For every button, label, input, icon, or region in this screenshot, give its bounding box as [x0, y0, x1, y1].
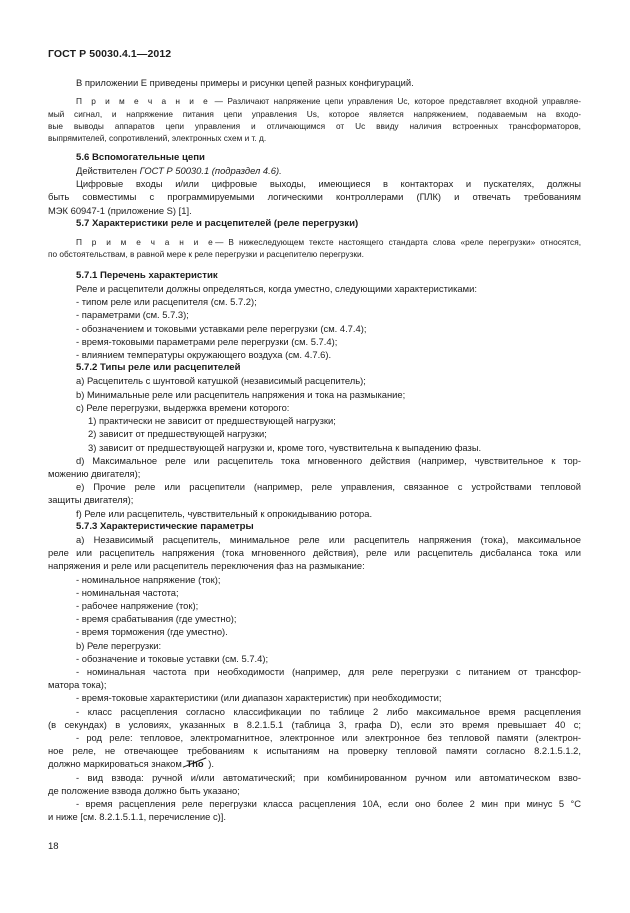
list-item: - рабочее напряжение (ток);	[76, 599, 199, 611]
note-line: по обстоятельствам, в равной мере к реле перегрузки и расцепителю перегрузки.	[48, 249, 364, 260]
list-item: a) Расцепитель с шунтовой катушкой (независимый расцепитель);	[76, 375, 366, 387]
list-item-continuation: можению двигателя);	[48, 467, 141, 479]
section-5-6-reference: Действителен ГОСТ Р 50030.1 (подраздел 4.6).	[76, 165, 282, 177]
list-item: - обозначением и токовыми уставками реле перегрузки (см. 4.7.4);	[76, 322, 367, 334]
paragraph-line: Цифровые входы и/или цифровые выходы, имеющиеся в контакторах и пускателях, должны	[76, 178, 581, 190]
list-item: - влиянием температуры окружающего воздуха (см. 4.7.6).	[76, 349, 332, 361]
note-line: П р и м е ч а н и е — Различают напряжение цепи управления Uc, которое представляет входной управляе-	[76, 96, 581, 107]
intro-paragraph: В приложении Е приведены примеры и рисунки цепей разных конфигураций.	[76, 77, 414, 88]
paragraph-line: a) Независимый расцепитель, минимальное реле или расцепитель напряжения (тока), максимальное	[76, 533, 581, 545]
standard-reference: ГОСТ Р 50030.1 (подраздел 4.6).	[139, 165, 282, 177]
list-item-continuation: ное реле, не отвечающее требованиям к испытаниям на проверку тепловой памяти согласно 8.2.1.5.1.2,	[48, 745, 581, 757]
list-item: - время-токовыми параметрами реле перегрузки (см. 5.7.4);	[76, 335, 338, 347]
list-item: e) Прочие реле или расцепители (например, реле управления, связанное с устройствами тепловой	[76, 481, 581, 493]
list-item: b) Минимальные реле или расцепитель напряжения и тока на размыкание;	[76, 388, 406, 400]
list-item: c) Реле перегрузки, выдержка времени которого:	[76, 401, 290, 413]
list-item: - номинальное напряжение (ток);	[76, 573, 221, 585]
note-line: П р и м е ч а н и е— В нижеследующем тексте настоящего стандарта слова «реле перегрузки» относятся,	[76, 237, 581, 248]
list-line: Реле и расцепители должны определяться, когда уместно, следующими характеристиками:	[76, 283, 477, 295]
list-item-continuation: защиты двигателя);	[48, 494, 134, 506]
list-item: - время срабатывания (где уместно);	[76, 613, 237, 625]
list-item-continuation: матора тока);	[48, 679, 107, 691]
list-item: - номинальная частота;	[76, 586, 179, 598]
list-item: - номинальная частота при необходимости (например, для реле перегрузки с питанием от трансфор-	[76, 665, 581, 677]
overload-relay-note	[48, 236, 581, 261]
list-item: - род реле: тепловое, электромагнитное, электронное или электронное без тепловой памяти (электрон-	[76, 731, 581, 743]
standard-header: ГОСТ Р 50030.4.1—2012	[48, 48, 172, 60]
page-number: 18	[48, 841, 59, 852]
list-item: - класс расцепления согласно классификации по таблице 2 либо максимальное время расцепления	[76, 705, 581, 717]
section-5-7-title: 5.7 Характеристики реле и расцепителей (реле перегрузки)	[76, 217, 359, 229]
paragraph-line: МЭК 60947-1 (приложение S) [1].	[48, 204, 192, 216]
paragraph-line: напряжения и реле или расцепитель переключения фаз на размыкание:	[48, 560, 365, 572]
control-voltage-note	[48, 95, 581, 145]
note-label: П р и м е ч а н и е	[76, 237, 216, 248]
list-subitem: 1) практически не зависит от предшествующей нагрузки;	[88, 415, 336, 427]
list-subitem: 3) зависит от предшествующей нагрузки и, кроме того, чувствительна к выпадению фазы.	[88, 441, 482, 453]
list-item: - вид взвода: ручной и/или автоматический; при комбинированном ручном или автоматическом взво-	[76, 771, 581, 783]
note-line: выпрямителей, сопротивлений, электронных схем и т. д.	[48, 133, 267, 144]
page-content	[48, 76, 581, 823]
list-item: b) Реле перегрузки:	[76, 639, 162, 651]
list-item-continuation: де положение взвода должно быть указано;	[48, 784, 240, 796]
paragraph-line: реле или расцепитель напряжения (тока мгновенного действия), реле или расцепитель дисбаланса тока или	[48, 547, 581, 559]
list-item-continuation: должно маркироваться знаком Tho ).	[48, 758, 214, 770]
list-item: - обозначение и токовые уставки (см. 5.7.4);	[76, 652, 269, 664]
section-5-6-title: 5.6 Вспомогательные цепи	[76, 151, 205, 163]
note-line: мый сигнал, и напряжение питания цепи управления Us, которое является напряжением, подаваемым на входо-	[48, 108, 581, 119]
list-subitem: 2) зависит от предшествующей нагрузки;	[88, 428, 267, 440]
list-item-continuation: (в секундах) в условиях, указанных в 8.2.1.5.1 (таблица 3, графа D), если это время превышает 40 с;	[48, 718, 581, 730]
list-item: - параметрами (см. 5.7.3);	[76, 309, 189, 321]
note-label: П р и м е ч а н и е	[76, 96, 211, 107]
section-5-7-1-title: 5.7.1 Перечень характеристик	[76, 269, 218, 281]
list-item-continuation: и ниже [см. 8.2.1.5.1.1, перечисление с)].	[48, 811, 226, 823]
list-item: - типом реле или расцепителя (см. 5.7.2);	[76, 296, 257, 308]
section-5-7-2-title: 5.7.2 Типы реле или расцепителей	[76, 362, 241, 374]
list-item: - время расцепления реле перегрузки класса расцепления 10А, если оно более 2 мин при минус 5 °С	[76, 797, 581, 809]
list-item: - время-токовые характеристики (или диапазон характеристик) при необходимости;	[76, 692, 442, 704]
paragraph-line: быть совместимы с программируемыми логическими контроллерами (ПЛК) и отвечать требованиям	[48, 191, 581, 203]
list-item: - время торможения (где уместно).	[76, 626, 228, 638]
list-item: f) Реле или расцепитель, чувствительный к опрокидыванию ротора.	[76, 507, 373, 519]
section-5-7-3-title: 5.7.3 Характеристические параметры	[76, 520, 254, 532]
thermal-memory-mark: Tho	[186, 758, 204, 770]
list-item: d) Максимальное реле или расцепитель тока мгновенного действия (например, чувствительное к тор-	[76, 454, 581, 466]
note-line: вые выводы аппаратов цепи управления и отличающимся от Uc ввиду наличия встроенных трансформаторов,	[48, 121, 581, 132]
